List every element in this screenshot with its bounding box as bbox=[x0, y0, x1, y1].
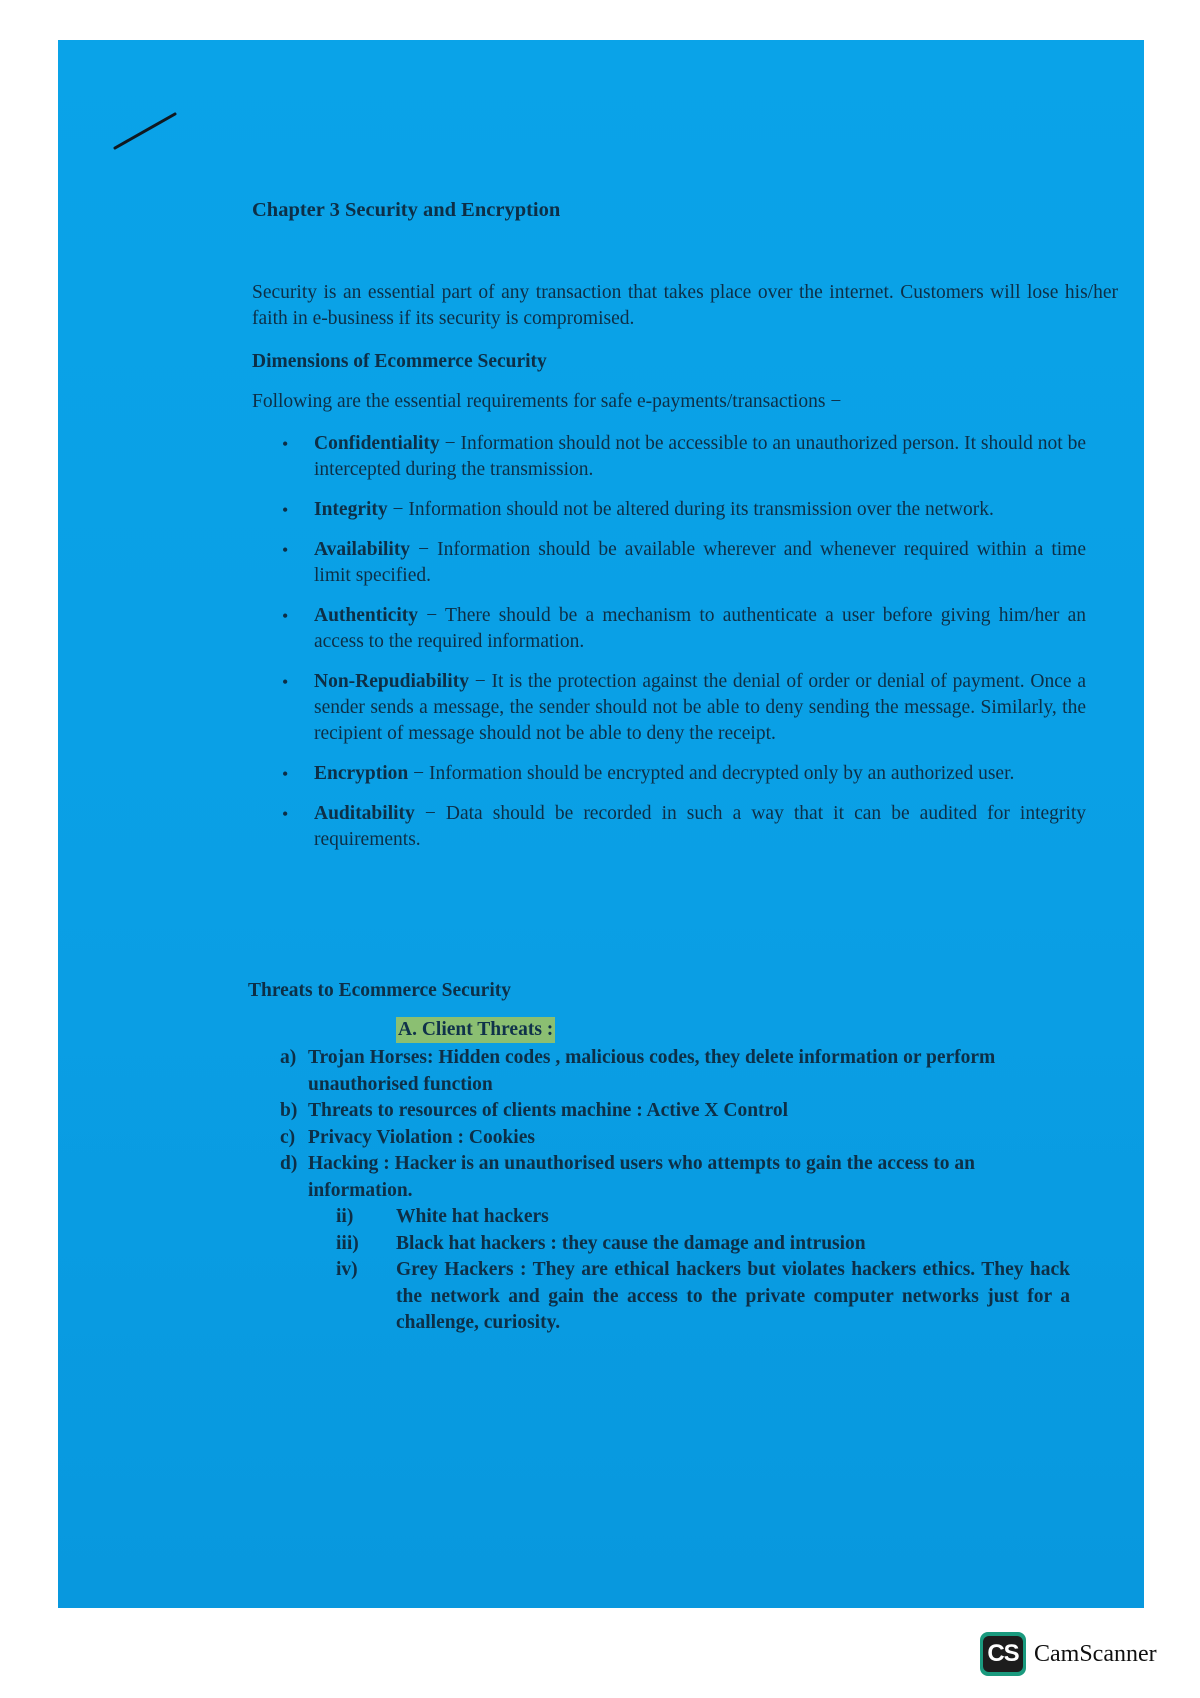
dimension-term: Non-Repudiability bbox=[314, 671, 469, 692]
list-marker: iv) bbox=[336, 1259, 358, 1280]
list-marker: c) bbox=[280, 1126, 296, 1148]
dimension-term: Integrity bbox=[314, 499, 388, 520]
list-item bbox=[308, 1231, 1070, 1258]
dimensions-heading: Dimensions of Ecommerce Security bbox=[252, 351, 547, 372]
dimension-text: − It is the protection against the denial of order or denial of payment. Once a sender sends a message, the sender should not be able to deny sending the message. Similarly, the recipient of message should not be able to deny the receipt. bbox=[314, 671, 1086, 744]
list-marker: ii) bbox=[336, 1206, 354, 1227]
list-marker: d) bbox=[280, 1153, 298, 1174]
list-item bbox=[280, 1098, 1070, 1125]
list-item bbox=[274, 603, 1086, 655]
list-item bbox=[274, 497, 1086, 523]
list-item bbox=[274, 537, 1086, 589]
list-item bbox=[280, 1125, 1070, 1152]
hacker-type-text: Black hat hackers : they cause the damage and intrusion bbox=[396, 1232, 866, 1254]
threat-text: Privacy Violation : Cookies bbox=[308, 1126, 535, 1148]
threat-text: Trojan Horses: Hidden codes , malicious codes, they delete information or perform unauthorised function bbox=[308, 1047, 996, 1095]
camscanner-logo-text: CS bbox=[987, 1640, 1019, 1667]
list-item bbox=[280, 1045, 1070, 1098]
list-item bbox=[274, 801, 1086, 853]
dimension-text: − There should be a mechanism to authenticate a user before giving him/her an access to the required information. bbox=[314, 605, 1086, 652]
requirements-lead: Following are the essential requirements for safe e-payments/transactions − bbox=[252, 391, 842, 412]
intro-paragraph: Security is an essential part of any transaction that takes place over the internet. Customers will lose his/her faith in e-business if its security is compromised. bbox=[252, 282, 1118, 329]
list-item bbox=[274, 669, 1086, 747]
list-item bbox=[274, 431, 1086, 483]
scanned-page bbox=[58, 40, 1144, 1608]
client-threats-heading: A. Client Threats : bbox=[396, 1017, 555, 1043]
dimension-text: − Data should be recorded in such a way that it can be audited for integrity requirements. bbox=[314, 803, 1086, 850]
dimension-text: − Information should be available wherever and whenever required within a time limit specified. bbox=[314, 539, 1086, 586]
dimension-text: − Information should be encrypted and decrypted only by an authorized user. bbox=[408, 763, 1015, 784]
dimension-term: Authenticity bbox=[314, 605, 418, 626]
camscanner-name: CamScanner bbox=[1034, 1640, 1157, 1667]
list-item bbox=[280, 1151, 1070, 1337]
threat-text: Hacking : Hacker is an unauthorised users who attempts to gain the access to an information. bbox=[308, 1153, 975, 1201]
dimension-text: − Information should not be altered during its transmission over the network. bbox=[387, 499, 994, 520]
dimension-term: Confidentiality bbox=[314, 433, 440, 454]
camscanner-watermark bbox=[980, 1632, 1157, 1676]
client-threats-list bbox=[280, 1045, 1070, 1337]
dimensions-list bbox=[274, 431, 1086, 867]
list-item bbox=[274, 761, 1086, 787]
threat-text: Threats to resources of clients machine : Active X Control bbox=[308, 1100, 789, 1121]
hacker-type-text: White hat hackers bbox=[396, 1206, 549, 1227]
hacker-type-text: Grey Hackers : They are ethical hackers but violates hackers ethics. They hack the network and gain the access to the private computer networks just for a challenge, curiosity. bbox=[396, 1259, 1070, 1333]
dimension-text: − Information should not be accessible to an unauthorized person. It should not be intercepted during the transmission. bbox=[314, 433, 1086, 480]
pen-stroke-mark bbox=[113, 112, 177, 152]
list-item bbox=[308, 1204, 1070, 1231]
dimension-term: Encryption bbox=[314, 763, 409, 784]
list-marker: b) bbox=[280, 1100, 298, 1121]
dimension-term: Availability bbox=[314, 539, 411, 560]
list-item bbox=[308, 1257, 1070, 1337]
list-marker: a) bbox=[280, 1047, 297, 1068]
camscanner-logo-badge bbox=[983, 1636, 1023, 1672]
list-marker: iii) bbox=[336, 1232, 359, 1254]
hacker-types-list bbox=[308, 1204, 1070, 1337]
dimension-term: Auditability bbox=[314, 803, 415, 824]
camscanner-logo-icon bbox=[980, 1632, 1026, 1676]
threats-heading: Threats to Ecommerce Security bbox=[248, 980, 511, 1001]
chapter-title: Chapter 3 Security and Encryption bbox=[252, 199, 561, 221]
